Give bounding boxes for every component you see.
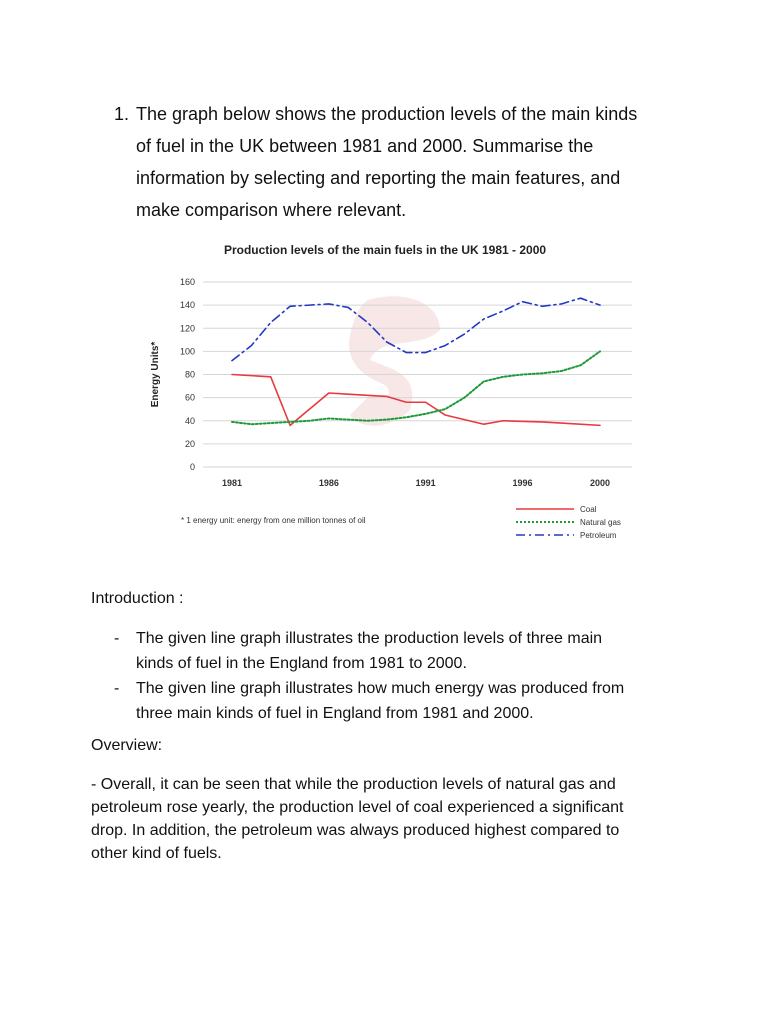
series-line-natural-gas bbox=[232, 351, 600, 424]
overview-line: - Overall, it can be seen that while the production levels of natural gas and bbox=[91, 776, 616, 793]
series-line-coal bbox=[232, 375, 600, 426]
overview-heading: Overview: bbox=[91, 737, 163, 754]
y-tick-label: 20 bbox=[184, 438, 195, 449]
y-tick-label: 60 bbox=[184, 392, 195, 403]
bullet-dash: - bbox=[114, 630, 120, 647]
legend-label: Petroleum bbox=[580, 531, 617, 540]
overview-paragraph bbox=[91, 773, 711, 865]
x-tick-label: 2000 bbox=[589, 478, 611, 488]
x-tick-label: 1996 bbox=[512, 478, 533, 488]
y-tick-label: 0 bbox=[189, 462, 195, 472]
chart-title: Production levels of the main fuels in the UK 1981 - 2000 bbox=[223, 243, 547, 257]
introduction-bullets bbox=[114, 626, 704, 726]
y-tick-label: 80 bbox=[184, 369, 195, 380]
overview-line: other kind of fuels. bbox=[91, 845, 222, 862]
y-tick-label: 140 bbox=[179, 300, 195, 311]
watermark-logo bbox=[349, 296, 440, 425]
introduction-heading: Introduction : bbox=[91, 590, 184, 607]
y-tick-label: 120 bbox=[179, 323, 195, 334]
list-item bbox=[114, 626, 704, 676]
question-line: information by selecting and reporting the main features, and bbox=[136, 168, 621, 188]
legend-label: Natural gas bbox=[580, 518, 621, 527]
list-item bbox=[114, 676, 704, 726]
y-axis-label: Energy Units* bbox=[150, 341, 161, 408]
bullet-line: The given line graph illustrates the production levels of three main bbox=[136, 630, 603, 647]
y-tick-label: 160 bbox=[179, 277, 195, 287]
overview-line: drop. In addition, the petroleum was always produced highest compared to bbox=[91, 822, 620, 839]
overview-line: petroleum rose yearly, the production level of coal experienced a significant bbox=[91, 799, 624, 816]
y-tick-label: 40 bbox=[184, 415, 195, 426]
chart-footnote: * 1 energy unit: energy from one million tonnes of oil bbox=[181, 516, 366, 525]
x-tick-label: 1991 bbox=[415, 478, 436, 488]
question-number: 1. bbox=[114, 104, 130, 124]
x-tick-label: 1981 bbox=[221, 478, 243, 488]
question-line: of fuel in the UK between 1981 and 2000. Summarise the bbox=[136, 136, 594, 156]
bullet-line: The given line graph illustrates how much energy was produced from bbox=[136, 680, 625, 697]
bullet-dash: - bbox=[114, 680, 120, 697]
x-tick-label: 1986 bbox=[318, 478, 339, 488]
question-line: The graph below shows the production levels of the main kinds bbox=[136, 104, 638, 124]
question-line: make comparison where relevant. bbox=[136, 200, 407, 220]
legend-label: Coal bbox=[580, 505, 597, 514]
y-tick-label: 100 bbox=[179, 346, 195, 357]
bullet-line: three main kinds of fuel in England from 1981 and 2000. bbox=[136, 705, 534, 722]
bullet-line: kinds of fuel in the England from 1981 to 2000. bbox=[136, 655, 467, 672]
